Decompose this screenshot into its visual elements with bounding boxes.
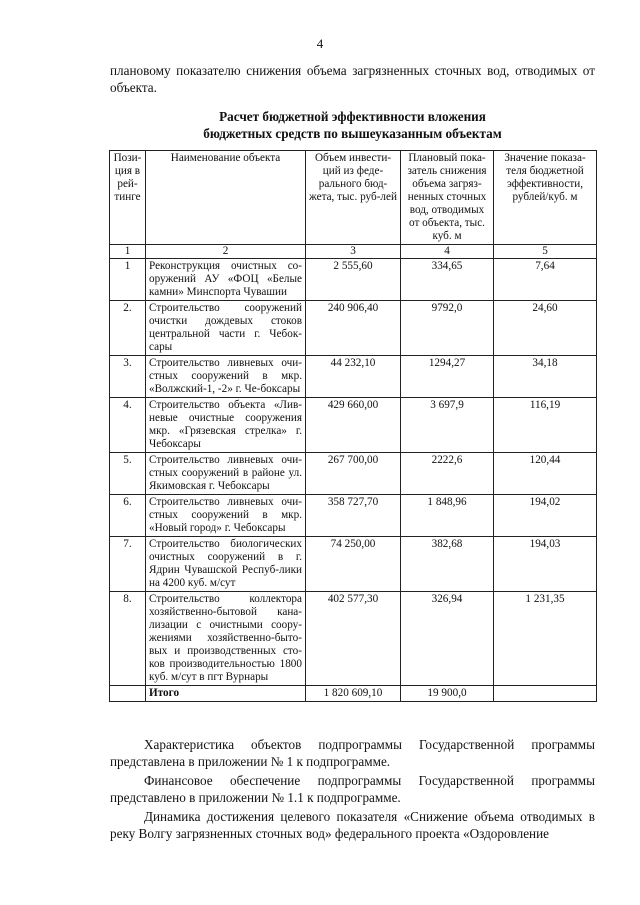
row-reduction: 382,68 <box>401 537 494 592</box>
row-investment: 358 727,70 <box>306 495 401 537</box>
row-reduction: 2222,6 <box>401 453 494 495</box>
row-efficiency: 34,18 <box>494 356 597 398</box>
table-title-line-2: бюджетных средств по вышеуказанным объектам <box>203 126 502 141</box>
row-object-name: Строительство сооружений очистки дождевых стоков центральной части г. Чебок-сары <box>146 301 306 356</box>
page-number: 4 <box>316 36 324 51</box>
total-investment: 1 820 609,10 <box>306 686 401 702</box>
table-header-row <box>110 151 597 245</box>
table-row <box>110 259 597 301</box>
row-efficiency: 194,03 <box>494 537 597 592</box>
header-investment: Объем инвести-ций из феде-рального бюд-жета, тыс. руб-лей <box>306 151 401 245</box>
row-investment: 240 906,40 <box>306 301 401 356</box>
header-object-name: Наименование объекта <box>146 151 306 245</box>
row-object-name: Строительство ливневых очи-стных сооружений в мкр. «Волжский-1, -2» г. Че-боксары <box>146 356 306 398</box>
table-title-line-1: Расчет бюджетной эффективности вложения <box>219 109 486 124</box>
budget-efficiency-table <box>109 150 597 702</box>
row-reduction: 326,94 <box>401 592 494 686</box>
row-object-name: Строительство ливневых очи-стных сооружений в районе ул. Якимовская г. Чебоксары <box>146 453 306 495</box>
row-object-name: Реконструкция очистных со-оружений АУ «ФОЦ «Белые камни» Минспорта Чувашии <box>146 259 306 301</box>
row-reduction: 9792,0 <box>401 301 494 356</box>
row-object-name: Строительство биологических очистных сооружений в г. Ядрин Чувашской Респуб-лики на 4200 куб. м/сут <box>146 537 306 592</box>
table-row <box>110 453 597 495</box>
header-position: Пози-ция в рей-тинге <box>110 151 146 245</box>
column-number-row <box>110 245 597 259</box>
intro-paragraph: плановому показателю снижения объема загрязненных сточных вод, отводимых от объекта. <box>110 63 595 95</box>
row-position: 8. <box>110 592 146 686</box>
row-object-name: Строительство ливневых очи-стных сооружений в мкр. «Новый город» г. Чебоксары <box>146 495 306 537</box>
row-object-name: Строительство коллектора хозяйственно-бытовой кана-лизации с очистными соору-жениями хозяйственно-быто-вых и производственных сто-ков производительностью 1800 куб. м/сут в пгт Вурнары <box>146 592 306 686</box>
row-position: 2. <box>110 301 146 356</box>
row-investment: 74 250,00 <box>306 537 401 592</box>
row-investment: 402 577,30 <box>306 592 401 686</box>
total-reduction: 19 900,0 <box>401 686 494 702</box>
row-position: 5. <box>110 453 146 495</box>
column-number: 4 <box>401 245 494 259</box>
table-row <box>110 495 597 537</box>
column-number: 1 <box>110 245 146 259</box>
row-efficiency: 116,19 <box>494 398 597 453</box>
row-position: 6. <box>110 495 146 537</box>
row-reduction: 334,65 <box>401 259 494 301</box>
row-reduction: 1 848,96 <box>401 495 494 537</box>
row-investment: 44 232,10 <box>306 356 401 398</box>
column-number: 3 <box>306 245 401 259</box>
row-investment: 2 555,60 <box>306 259 401 301</box>
row-object-name: Строительство объекта «Лив-невые очистные сооружения мкр. «Грязевская стрелка» г. Чебоксары <box>146 398 306 453</box>
row-investment: 267 700,00 <box>306 453 401 495</box>
table-row <box>110 398 597 453</box>
row-efficiency: 120,44 <box>494 453 597 495</box>
column-number: 5 <box>494 245 597 259</box>
column-number: 2 <box>146 245 306 259</box>
paragraph-characteristics: Характеристика объектов подпрограммы Государственной программы представлена в приложении № 1 к подпрограмме. <box>110 737 595 769</box>
total-label: Итого <box>146 686 306 702</box>
table-row <box>110 537 597 592</box>
total-row <box>110 686 597 702</box>
table-row <box>110 356 597 398</box>
row-reduction: 1294,27 <box>401 356 494 398</box>
row-position: 4. <box>110 398 146 453</box>
row-position: 7. <box>110 537 146 592</box>
row-efficiency: 194,02 <box>494 495 597 537</box>
header-reduction: Плановый пока-затель снижения объема загряз-ненных сточных вод, отводимых от объекта, тыс. куб. м <box>401 151 494 245</box>
row-investment: 429 660,00 <box>306 398 401 453</box>
row-position: 3. <box>110 356 146 398</box>
row-efficiency: 24,60 <box>494 301 597 356</box>
paragraph-dynamics: Динамика достижения целевого показателя «Снижение объема отводимых в реку Волгу загрязненных сточных вод» федерального проекта «Оздоровление <box>110 809 595 841</box>
table-row <box>110 301 597 356</box>
row-efficiency: 7,64 <box>494 259 597 301</box>
row-position: 1 <box>110 259 146 301</box>
row-efficiency: 1 231,35 <box>494 592 597 686</box>
total-position-empty <box>110 686 146 702</box>
table-row <box>110 592 597 686</box>
row-reduction: 3 697,9 <box>401 398 494 453</box>
paragraph-financing: Финансовое обеспечение подпрограммы Государственной программы представлено в приложении № 1.1 к подпрограмме. <box>110 773 595 805</box>
total-efficiency-empty <box>494 686 597 702</box>
header-efficiency: Значение показа-теля бюджетной эффективности, рублей/куб. м <box>494 151 597 245</box>
table-title <box>110 108 595 142</box>
